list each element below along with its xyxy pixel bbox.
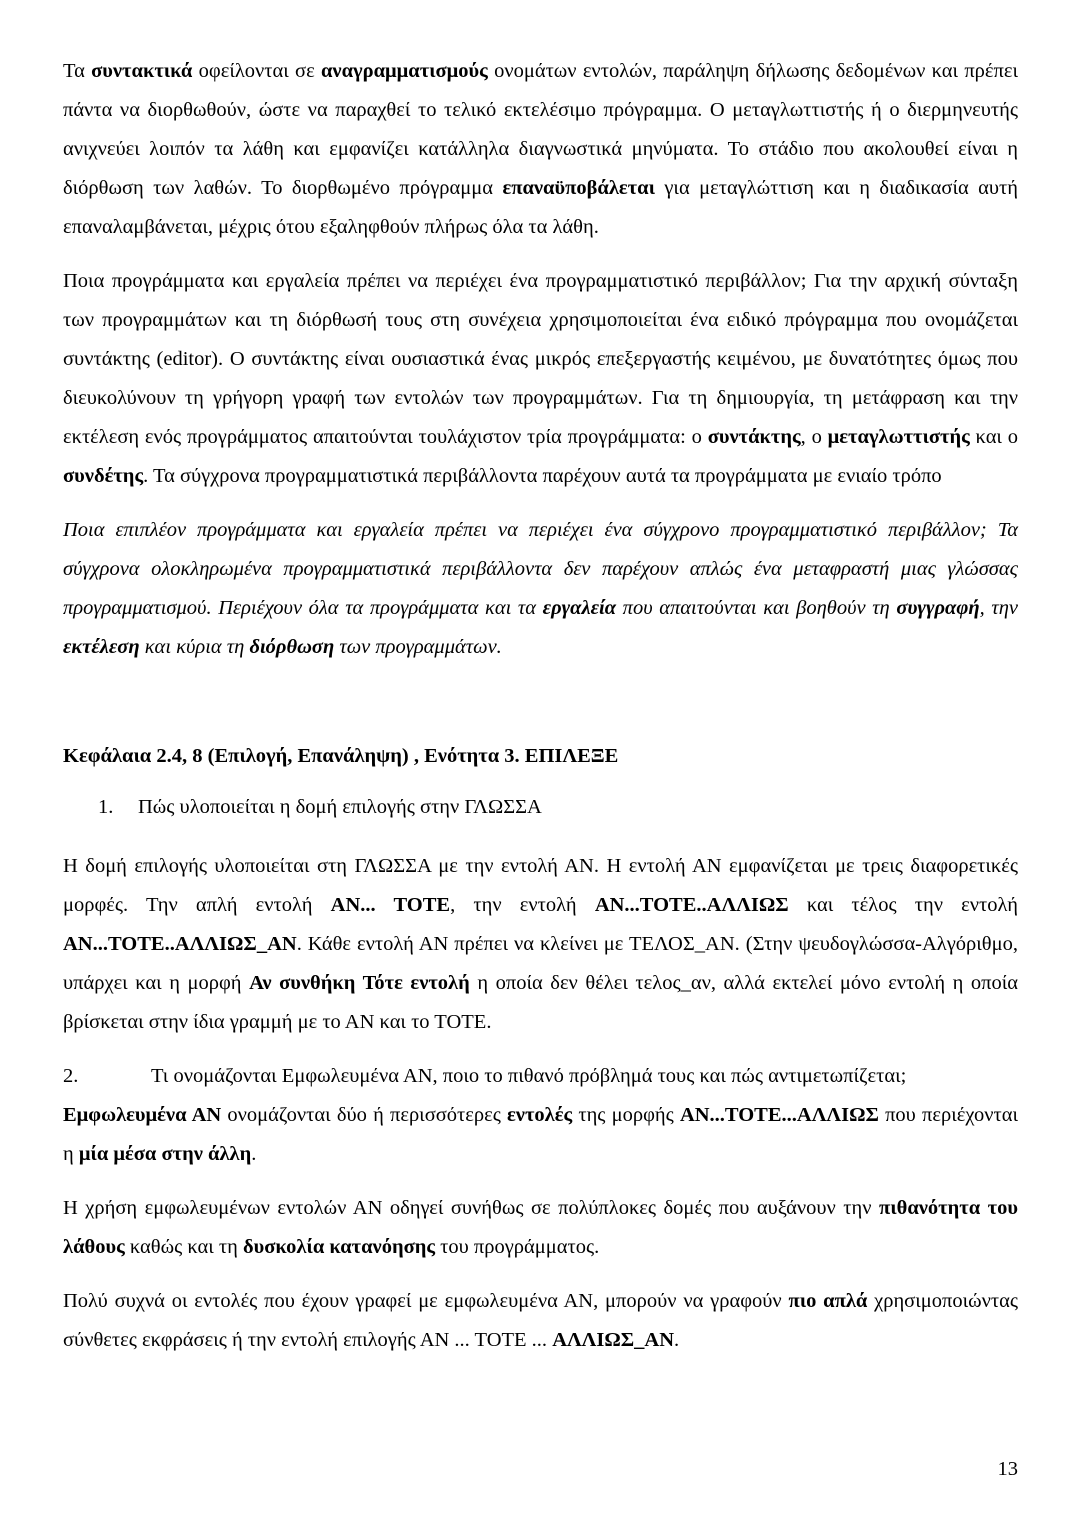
text-run: , την εντολή [450, 894, 595, 916]
bold-run: συνδέτης [63, 465, 144, 487]
text-run: Ποια προγράμματα και εργαλεία πρέπει να περιέχει ένα προγραμματιστικό περιβάλλον; Για την αρχική σύνταξη των προγραμμάτων και τη διόρθωσή τους στη συνέχεια χρησιμοποιείται ένα ειδικό πρόγραμμα που ονομάζεται συντάκτης (editor). Ο συντάκτης είναι ουσιαστικά ένας μικρός επεξεργαστής κειμένου, με δυνατότητες όμως που διευκολύνουν τη γρήγορη γραφή των εντολών των προγραμμάτων. Για τη δημιουργία, τη μετάφραση και την εκτέλεση ενός προγράμματος απαιτούνται τουλάχιστον τρία προγράμματα: ο [63, 270, 1018, 448]
text-run: καθώς και τη [124, 1236, 243, 1258]
text-run: των προγραμμάτων. [334, 636, 502, 658]
text-run: χρησιμοποιώντας σύνθετες εκφράσεις ή την εντολή επιλογής ΑΝ ... ΤΟΤΕ ... [63, 1290, 1018, 1351]
text-run: ονομάτων εντολών, παράληψη δήλωσης δεδομένων και πρέπει πάντα να διορθωθούν, ώστε να παραχθεί το τελικό εκτελέσιμο πρόγραμμα. Ο μεταγλωττιστής ή ο διερμηνευτής ανιχνεύει λοιπόν τα λάθη και εμφανίζει κατάλληλα διαγνωστικά μηνύματα. Το στάδιο που ακολουθεί είναι η διόρθωση των λαθών. Το διορθωμένο πρόγραμμα [63, 60, 1018, 199]
bold-run: πιο απλά [788, 1290, 868, 1312]
heading-spacer [63, 776, 1018, 788]
text-run: Ποια επιπλέον προγράμματα και εργαλεία πρέπει να περιέχει ένα σύγχρονο προγραμματιστικό περιβάλλον; Τα σύγχρονα ολοκληρωμένα προγραμματιστικά περιβάλλοντα δεν παρέχουν απλώς ένα μεταφραστή μιας γλώσσας προγραμματισμού. Περιέχουν όλα τα προγράμματα και τα [63, 519, 1018, 619]
list-item-marker: 1. [98, 796, 114, 818]
text-run: . Κάθε εντολή ΑΝ πρέπει να κλείνει με ΤΕΛΟΣ_ΑΝ. (Στην ψευδογλώσσα-Αλγόριθμο, υπάρχει και η μορφή [63, 933, 1018, 994]
paragraph-nested-an-problems [63, 1189, 1018, 1267]
bold-run: ΑΝ... ΤΟΤΕ [330, 894, 451, 916]
bold-run: συντακτικά [91, 60, 193, 82]
paragraph-programming-environment [63, 262, 1018, 496]
text-run: Πολύ συχνά οι εντολές που έχουν γραφεί με εμφωλευμένα ΑΝ, μπορούν να γραφούν [63, 1290, 789, 1312]
bold-run: μεταγλωττιστής [827, 426, 970, 448]
bold-run: Αν συνθήκη Τότε εντολή [249, 972, 470, 994]
text-run: της μορφής [572, 1104, 680, 1126]
text-run: . [674, 1329, 680, 1351]
list-item-label: Τι ονομάζονται Εμφωλευμένα ΑΝ, ποιο το πιθανό πρόβλημά τους και πώς αντιμετωπίζεται; [151, 1065, 907, 1087]
bold-run: Εμφωλευμένα ΑΝ [63, 1104, 222, 1126]
bold-run: αναγραμματισμούς [320, 60, 488, 82]
bold-run: διόρθωση [249, 636, 335, 658]
text-run: και κύρια τη [139, 636, 250, 658]
bold-run: ΑΛΛΙΩΣ_ΑΝ [552, 1329, 675, 1351]
text-run: και τέλος την εντολή [788, 894, 1018, 916]
bold-run: ΑΝ...ΤΟΤΕ...ΑΛΛΙΩΣ [679, 1104, 879, 1126]
bold-run: ΑΝ...ΤΟΤΕ..ΑΛΛΙΩΣ_ΑΝ [63, 933, 297, 955]
bold-run: πιθανότητα του λάθους [63, 1197, 1018, 1258]
paragraph-modern-environment [63, 511, 1018, 667]
paragraph-simplification [63, 1282, 1018, 1360]
bold-run: δυσκολία κατανόησης [242, 1236, 436, 1258]
bold-run: μία μέσα στην άλλη [78, 1143, 252, 1165]
list-item-marker: 2. [63, 1065, 79, 1087]
question-list [63, 788, 1018, 827]
text-run: που περιέχονται η [63, 1104, 1018, 1165]
text-run: , ο [800, 426, 828, 448]
section-heading: Κεφάλαια 2.4, 8 (Επιλογή, Επανάληψη) , Ενότητα 3. ΕΠΙΛΕΞΕ [63, 745, 619, 767]
question-item-2 [63, 1057, 1018, 1096]
text-run: . Τα σύγχρονα προγραμματιστικά περιβάλλοντα παρέχουν αυτά τα προγράμματα με ενιαίο τρόπο [143, 465, 942, 487]
list-item-label: Πώς υλοποιείται η δομή επιλογής στην ΓΛΩΣΣΑ [138, 796, 542, 818]
bold-run: εντολές [507, 1104, 573, 1126]
text-run: Η χρήση εμφωλευμένων εντολών ΑΝ οδηγεί συνήθως σε πολύπλοκες δομές που αυξάνουν την [63, 1197, 880, 1219]
paragraph-nested-an-definition [63, 1096, 1018, 1174]
text-run: που απαιτούνται και βοηθούν τη [616, 597, 897, 619]
list-spacer [63, 827, 1018, 847]
text-run: Η δομή επιλογής υλοποιείται στη ΓΛΩΣΣΑ με την εντολή ΑΝ. Η εντολή ΑΝ εμφανίζεται με τρεις διαφορετικές μορφές. Την απλή εντολή [63, 855, 1018, 916]
text-run: . [251, 1143, 257, 1165]
page-number: 13 [997, 1457, 1018, 1480]
text-run: ονομάζονται δύο ή περισσότερες [221, 1104, 508, 1126]
text-run: οφείλονται σε [192, 60, 321, 82]
bold-run: επαναϋποβάλεται [502, 177, 655, 199]
text-run: του προγράμματος. [435, 1236, 600, 1258]
text-run: Τα [63, 60, 92, 82]
list-item [63, 788, 1018, 827]
text-run: για μεταγλώττιση και η διαδικασία αυτή επαναλαμβάνεται, μέχρις ότου εξαληφθούν πλήρως όλα τα λάθη. [63, 177, 1018, 238]
bold-run: εργαλεία [542, 597, 617, 619]
text-run: η οποία δεν θέλει τελος_αν, αλλά εκτελεί μόνο εντολή η οποία βρίσκεται στην ίδια γραμμή με το ΑΝ και το ΤΟΤΕ. [63, 972, 1018, 1033]
text-run: και ο [969, 426, 1019, 448]
bold-run: εκτέλεση [63, 636, 140, 658]
bold-run: συγγραφή [896, 597, 980, 619]
section-spacer [63, 679, 1018, 737]
paragraph-an-command-forms [63, 847, 1018, 1042]
bold-run: συντάκτης [707, 426, 801, 448]
bold-run: ΑΝ...ΤΟΤΕ..ΑΛΛΙΩΣ [594, 894, 789, 916]
text-run: , την [979, 597, 1018, 619]
paragraph-syntax-errors [63, 52, 1018, 247]
